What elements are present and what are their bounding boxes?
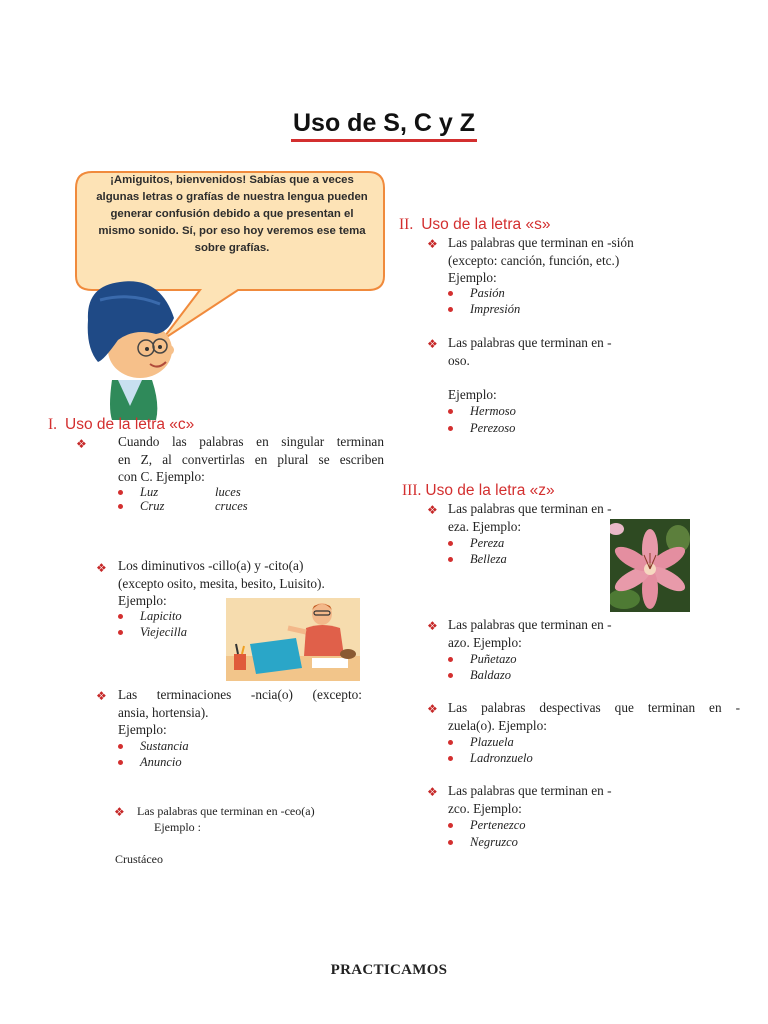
example-word: Puñetazo [470, 652, 517, 666]
rule-line: ansia, hortensia). [118, 704, 209, 720]
list-item [118, 608, 182, 625]
practice-heading: PRACTICAMOS [330, 962, 448, 978]
list-item [448, 403, 516, 420]
example-word: Baldazo [470, 668, 511, 682]
diamond-bullet-icon: ❖ [427, 237, 438, 251]
section-s-rule-1 [448, 234, 698, 287]
diamond-bullet-icon: ❖ [76, 437, 87, 451]
list-item [118, 498, 248, 515]
example-singular: Cruz [140, 499, 165, 513]
section-title: Uso de la letra «z» [425, 482, 555, 499]
bubble-line: generar confusión debido a que presentan el [110, 208, 354, 220]
rule-line: azo. Ejemplo: [448, 634, 522, 650]
diamond-bullet-icon: ❖ [96, 689, 107, 703]
list-item [448, 667, 511, 684]
speech-bubble-text [84, 172, 380, 257]
red-dot-icon [118, 490, 123, 495]
list-item [448, 750, 533, 767]
section-number: III. [402, 482, 422, 499]
rule-line: Las palabras que terminan en -ceo(a) [137, 804, 315, 818]
diamond-bullet-icon: ❖ [96, 561, 107, 575]
red-dot-icon [118, 760, 123, 765]
red-dot-icon [448, 657, 453, 662]
red-dot-icon [448, 541, 453, 546]
section-z-rule-4 [448, 782, 698, 817]
rule-line: Ejemplo: [448, 270, 497, 285]
rule-line: Cuando las palabras en singular terminan [118, 434, 384, 449]
section-title: Uso de la letra «s» [421, 216, 551, 233]
red-dot-icon [118, 744, 123, 749]
red-dot-icon [448, 307, 453, 312]
example-word: Plazuela [470, 735, 514, 749]
section-z-heading [402, 482, 555, 500]
example-word: Lapicito [140, 609, 182, 623]
example-word: Sustancia [140, 739, 189, 753]
bubble-line: algunas letras o grafías de nuestra lengua pueden [96, 191, 368, 203]
list-item [448, 734, 514, 751]
example-word: Pertenezco [470, 818, 526, 832]
red-dot-icon [448, 409, 453, 414]
bubble-line: sobre grafías. [194, 242, 270, 254]
rule-line: en Z, al convertirlas en plural se escriben [118, 451, 384, 467]
diamond-bullet-icon: ❖ [427, 337, 438, 351]
section-z-rule-2 [448, 616, 698, 651]
rule-line: Las palabras que terminan en - [448, 501, 612, 516]
red-dot-icon [448, 291, 453, 296]
example-word: Pasión [470, 286, 505, 300]
diamond-bullet-icon: ❖ [427, 785, 438, 799]
rule-line: zuela(o). Ejemplo: [448, 717, 547, 733]
rule-line: (excepto osito, mesita, besito, Luisito). [118, 575, 325, 591]
list-item [448, 651, 517, 668]
example-word: Pereza [470, 536, 505, 550]
red-dot-icon [448, 673, 453, 678]
red-dot-icon [448, 823, 453, 828]
example-word: Ladronzuelo [470, 751, 533, 765]
boy-character [88, 281, 174, 420]
rule-line: eza. Ejemplo: [448, 518, 522, 534]
section-z-rule-3 [448, 699, 740, 734]
red-dot-icon [118, 614, 123, 619]
diamond-bullet-icon: ❖ [427, 702, 438, 716]
section-c-rule-3 [118, 686, 362, 739]
section-number: II. [399, 216, 414, 233]
section-title: Uso de la letra «c» [65, 416, 195, 433]
list-item [448, 817, 526, 834]
section-s-heading [399, 216, 550, 234]
list-item [448, 551, 507, 568]
example-word: Perezoso [470, 421, 516, 435]
list-item [118, 738, 189, 755]
red-dot-icon [448, 740, 453, 745]
red-dot-icon [448, 756, 453, 761]
list-item [448, 535, 504, 552]
example-label: Ejemplo: [448, 387, 497, 402]
diamond-bullet-icon: ❖ [427, 619, 438, 633]
example-plural: luces [215, 485, 241, 499]
example-word: Impresión [470, 302, 521, 316]
rule-line: Ejemplo: [118, 722, 167, 737]
rule-line: Los diminutivos -cillo(a) y -cito(a) [118, 558, 304, 573]
red-dot-icon [448, 426, 453, 431]
example-word: Anuncio [140, 755, 182, 769]
rule-line: Ejemplo: [118, 593, 167, 608]
rule-line: Las palabras despectivas que terminan en - [448, 700, 740, 715]
rule-line: Ejemplo : [154, 820, 201, 834]
list-item [118, 754, 182, 771]
list-item [118, 624, 187, 641]
lily-flower-image [610, 519, 690, 612]
list-item [448, 420, 515, 437]
example-word: Belleza [470, 552, 507, 566]
bubble-line: ¡Amiguitos, bienvenidos! Sabías que a veces [110, 174, 354, 186]
rule-line: Las palabras que terminan en - [448, 783, 612, 798]
page-title-text: Uso de S, C y Z [291, 108, 477, 142]
rule-line: Las palabras que terminan en - [448, 335, 612, 350]
list-item [448, 301, 520, 318]
bubble-line: mismo sonido. Sí, por eso hoy veremos ese tema [98, 225, 366, 237]
list-item [448, 834, 518, 851]
section-number: I. [48, 416, 58, 433]
example-plural: cruces [215, 499, 248, 513]
rule-line: Las terminaciones -ncia(o) (excepto: [118, 687, 362, 702]
example-word: Negruzco [470, 835, 518, 849]
diamond-bullet-icon: ❖ [427, 503, 438, 517]
rule-line: zco. Ejemplo: [448, 800, 522, 816]
rule-line: oso. [448, 352, 470, 368]
rule-line: Las palabras que terminan en -sión [448, 235, 634, 250]
section-s-rule-2 [448, 334, 698, 369]
section-c-heading [48, 416, 194, 434]
rule-line: con C. Ejemplo: [118, 469, 205, 484]
rule-line: Las palabras que terminan en - [448, 617, 612, 632]
example-word: Viejecilla [140, 625, 187, 639]
rule-line: (excepto: canción, función, etc.) [448, 252, 620, 268]
red-dot-icon [118, 630, 123, 635]
example-word: Hermoso [470, 404, 516, 418]
red-dot-icon [448, 840, 453, 845]
section-c-rule-1 [118, 433, 384, 486]
student-at-desk-image [226, 598, 360, 681]
example-singular: Luz [140, 485, 159, 499]
red-dot-icon [118, 504, 123, 509]
list-item [448, 285, 505, 302]
example-word: Crustáceo [115, 852, 163, 866]
diamond-bullet-icon: ❖ [114, 805, 125, 819]
red-dot-icon [448, 557, 453, 562]
